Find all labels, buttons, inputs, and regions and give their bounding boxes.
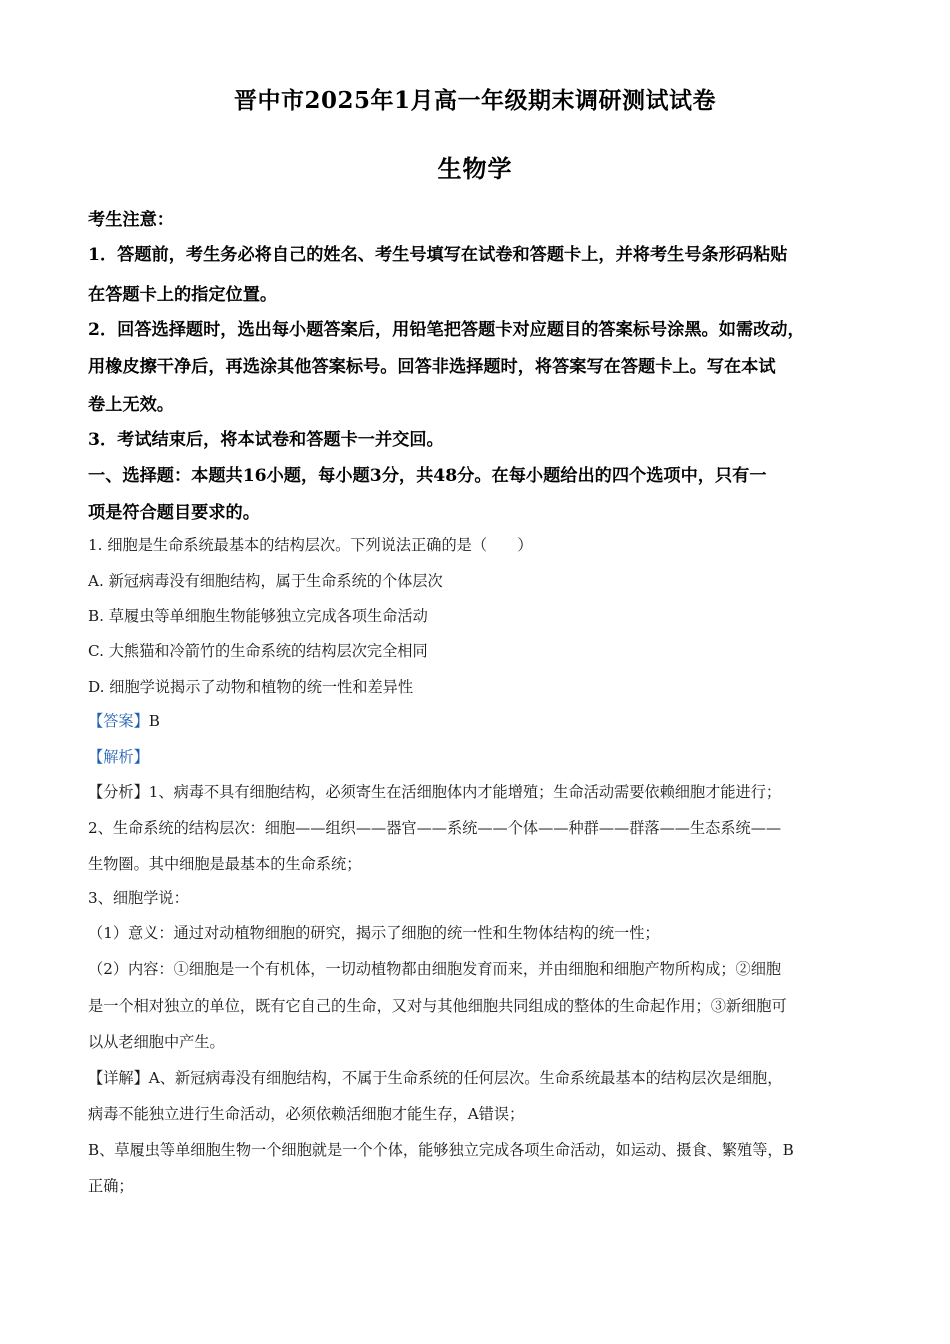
analysis-line-4: 3、细胞学说： (88, 889, 189, 907)
analysis-tag: 【解析】 (88, 748, 149, 766)
fenxi-tag: 【分析】 (88, 783, 149, 801)
notice-item-3: 3．考试结束后，将本试卷和答题卡一并交回。 (88, 430, 444, 450)
notice-item-2-line-2: 用橡皮擦干净后，再选涂其他答案标号。回答非选择题时，将答案写在答题卡上。写在本试 (88, 357, 776, 377)
analysis-line-6: （2）内容：①细胞是一个有机体，一切动植物都由细胞发育而来，并由细胞和细胞产物所构成；②细胞 (88, 960, 782, 978)
detail-line-2: 病毒不能独立进行生命活动，必须依赖活细胞才能生存，A错误； (88, 1105, 525, 1123)
analysis-line-8: 以从老细胞中产生。 (88, 1033, 225, 1051)
analysis-line-7: 是一个相对独立的单位，既有它自己的生命，又对与其他细胞共同组成的整体的生命起作用；③新细胞可 (88, 997, 787, 1015)
section-heading-line-2: 项是符合题目要求的。 (88, 503, 260, 523)
analysis-line-1 (88, 781, 878, 802)
analysis-text-1: 1、病毒不具有细胞结构，必须寄生在活细胞体内才能增殖；生命活动需要依赖细胞才能进行； (148, 783, 782, 801)
analysis-line-2: 2、生命系统的结构层次：细胞——组织——器官——系统——个体——种群——群落——生态系统—— (88, 819, 782, 837)
analysis-line-3: 生物圈。其中细胞是最基本的生命系统； (88, 855, 362, 873)
notice-item-2-line-1: 2．回答选择题时，选出每小题答案后，用铅笔把答题卡对应题目的答案标号涂黑。如需改动， (88, 320, 805, 340)
option-c: C. 大熊猫和冷箭竹的生命系统的结构层次完全相同 (88, 642, 428, 660)
answer-tag: 【答案】 (88, 712, 149, 730)
notice-item-2-line-3: 卷上无效。 (88, 395, 174, 415)
option-d: D. 细胞学说揭示了动物和植物的统一性和差异性 (88, 678, 414, 696)
analysis-line-5: （1）意义：通过对动植物细胞的研究，揭示了细胞的统一性和生物体结构的统一性； (88, 924, 660, 942)
option-b: B. 草履虫等单细胞生物能够独立完成各项生命活动 (88, 607, 428, 625)
exam-title: 晋中市2025年1月高一年级期末调研测试试卷 (233, 87, 717, 114)
notice-heading: 考生注意： (88, 210, 174, 230)
detail-tag: 【详解】 (88, 1069, 149, 1087)
answer-value: B (148, 712, 160, 730)
notice-item-1-line-1: 1．答题前，考生务必将自己的姓名、考生号填写在试卷和答题卡上，并将考生号条形码粘贴 (88, 245, 788, 265)
detail-line-4: 正确； (88, 1177, 134, 1195)
section-heading-line-1: 一、选择题：本题共16小题，每小题3分，共48分。在每小题给出的四个选项中，只有一 (88, 466, 767, 486)
answer-line (88, 710, 878, 731)
notice-item-1-line-2: 在答题卡上的指定位置。 (88, 285, 278, 305)
detail-line-1 (88, 1067, 878, 1088)
detail-line-3: B、草履虫等单细胞生物一个细胞就是一个个体，能够独立完成各项生命活动，如运动、摄食、繁殖等，B (88, 1141, 794, 1159)
question-stem: 1. 细胞是生命系统最基本的结构层次。下列说法正确的是（ ） (88, 536, 533, 554)
option-a: A. 新冠病毒没有细胞结构，属于生命系统的个体层次 (88, 572, 443, 590)
detail-text-1: A、新冠病毒没有细胞结构，不属于生命系统的任何层次。生命系统最基本的结构层次是细胞， (148, 1069, 783, 1087)
subject-title: 生物学 (437, 154, 513, 183)
